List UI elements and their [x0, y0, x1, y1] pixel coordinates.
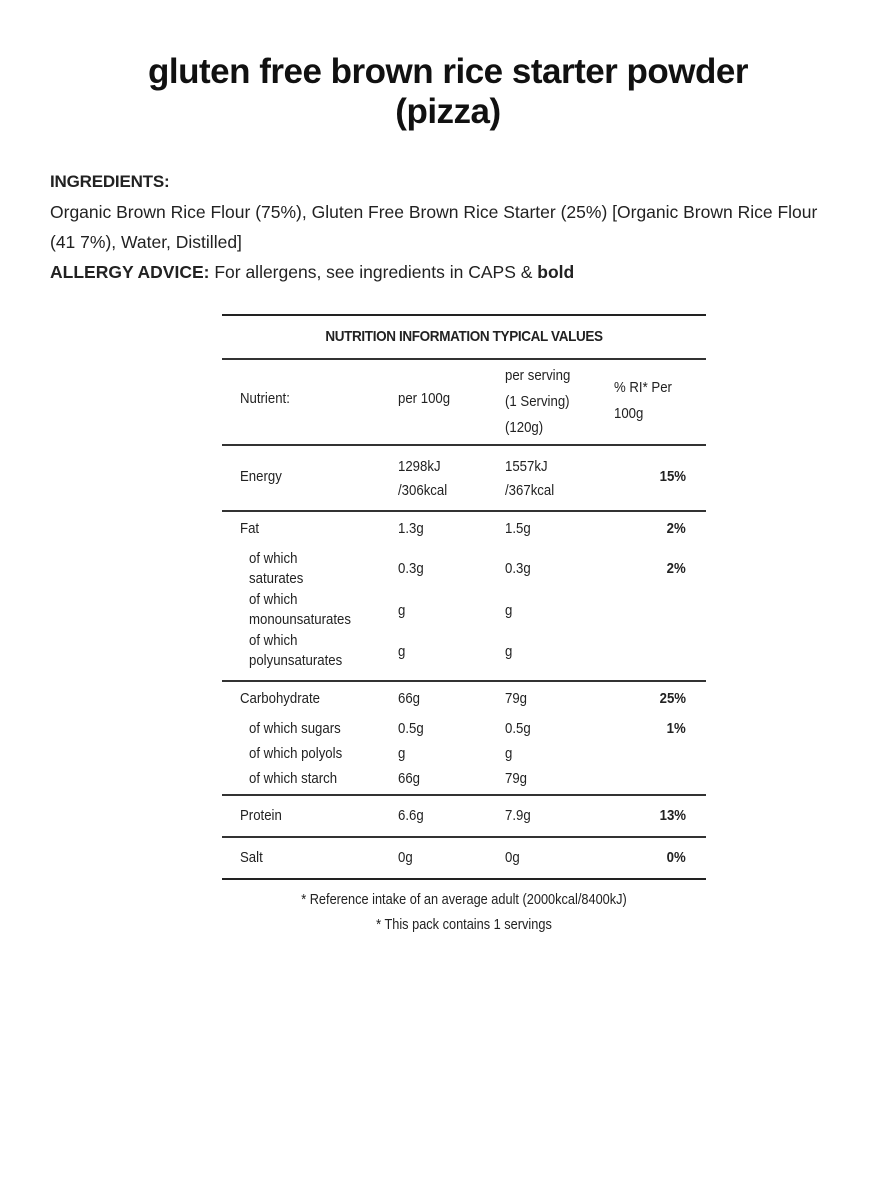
energy-ri: 15%: [659, 468, 686, 485]
allergy-emphasis: bold: [537, 262, 575, 282]
ingredients-line1: Organic Brown Rice Flour (75%), Gluten Free Brown Rice Starter (25%) [Organic Brown Rice Flour: [50, 202, 818, 222]
table-header-row: [222, 360, 706, 444]
footnotes: [222, 888, 706, 938]
sugars-ri: 1%: [666, 720, 686, 737]
carbohydrate-label: Carbohydrate: [240, 690, 320, 707]
energy-per-serving-kcal: /367kcal: [505, 482, 555, 499]
energy-label: Energy: [240, 468, 282, 485]
ingredients-heading: INGREDIENTS:: [50, 172, 170, 191]
header-per-serving-l1: per serving: [505, 367, 571, 384]
header-per-100g: per 100g: [398, 390, 451, 407]
mono-label-l2: monounsaturates: [249, 611, 351, 628]
energy-per-serving: [505, 455, 554, 503]
allergy-label: ALLERGY ADVICE:: [50, 262, 210, 282]
protein-per-serving: 7.9g: [505, 807, 531, 824]
mono-per-100g: g: [398, 602, 406, 619]
nutrition-table-title: NUTRITION INFORMATION TYPICAL VALUES: [325, 328, 603, 345]
table-bottom-rule: [222, 878, 706, 880]
salt-label: Salt: [240, 849, 263, 866]
header-nutrient: Nutrient:: [240, 390, 290, 407]
polyols-per-100g: g: [398, 745, 406, 762]
mono-per-serving: g: [505, 602, 513, 619]
nutrition-table: [222, 314, 706, 880]
polyols-per-serving: g: [505, 745, 513, 762]
energy-per-serving-kj: 1557kJ: [505, 458, 548, 475]
header-ri-l1: % RI* Per: [614, 379, 672, 396]
fat-per-serving: 1.5g: [505, 520, 531, 537]
fat-label: Fat: [240, 520, 260, 537]
energy-per-100g: [398, 455, 447, 503]
allergy-text: For allergens, see ingredients in CAPS &: [209, 262, 538, 282]
footnote-reference-intake: * Reference intake of an average adult (2000kcal/8400kJ): [301, 892, 627, 908]
polyols-label: of which polyols: [249, 745, 343, 762]
table-group-fat: [222, 512, 706, 680]
poly-label-l2: polyunsaturates: [249, 652, 343, 669]
energy-per-100g-kcal: /306kcal: [398, 482, 448, 499]
product-title-line1: gluten free brown rice starter powder: [148, 52, 748, 91]
starch-per-100g: 66g: [398, 770, 421, 787]
starch-per-serving: 79g: [505, 770, 528, 787]
fat-ri: 2%: [666, 520, 686, 537]
poly-per-serving: g: [505, 643, 513, 660]
allergy-advice: [50, 257, 860, 287]
saturates-ri: 2%: [666, 560, 686, 577]
header-ri: [614, 375, 672, 427]
product-title-line2: (pizza): [395, 92, 501, 131]
header-per-serving-l2: (1 Serving): [505, 393, 570, 410]
poly-label-l1: of which: [249, 632, 298, 649]
saturates-label-l2: saturates: [249, 570, 304, 587]
table-row-salt: [222, 838, 706, 878]
poly-per-100g: g: [398, 643, 406, 660]
salt-per-100g: 0g: [398, 849, 413, 866]
salt-ri: 0%: [666, 849, 686, 866]
starch-label: of which starch: [249, 770, 338, 787]
mono-label: [249, 590, 351, 630]
header-per-serving: [505, 363, 570, 441]
ingredients-text: [50, 197, 860, 257]
energy-per-100g-kj: 1298kJ: [398, 458, 441, 475]
poly-label: [249, 631, 342, 671]
saturates-per-100g: 0.3g: [398, 560, 424, 577]
saturates-label: [249, 549, 303, 589]
carbohydrate-ri: 25%: [659, 690, 686, 707]
protein-label: Protein: [240, 807, 282, 824]
salt-per-serving: 0g: [505, 849, 520, 866]
header-per-serving-l3: (120g): [505, 419, 544, 436]
carbohydrate-per-100g: 66g: [398, 690, 421, 707]
protein-ri: 13%: [659, 807, 686, 824]
table-row-protein: [222, 796, 706, 836]
header-ri-l2: 100g: [614, 405, 644, 422]
table-row-energy: [222, 446, 706, 510]
fat-per-100g: 1.3g: [398, 520, 424, 537]
ingredients-section: [50, 167, 860, 287]
saturates-label-l1: of which: [249, 550, 298, 567]
carbohydrate-per-serving: 79g: [505, 690, 528, 707]
mono-label-l1: of which: [249, 591, 298, 608]
sugars-per-serving: 0.5g: [505, 720, 531, 737]
sugars-label: of which sugars: [249, 720, 341, 737]
ingredients-line2: (41 7%), Water, Distilled]: [50, 232, 242, 252]
sugars-per-100g: 0.5g: [398, 720, 424, 737]
protein-per-100g: 6.6g: [398, 807, 424, 824]
product-title: [0, 52, 896, 132]
table-group-carbohydrate: [222, 682, 706, 794]
saturates-per-serving: 0.3g: [505, 560, 531, 577]
footnote-pack-servings: * This pack contains 1 servings: [376, 917, 552, 933]
